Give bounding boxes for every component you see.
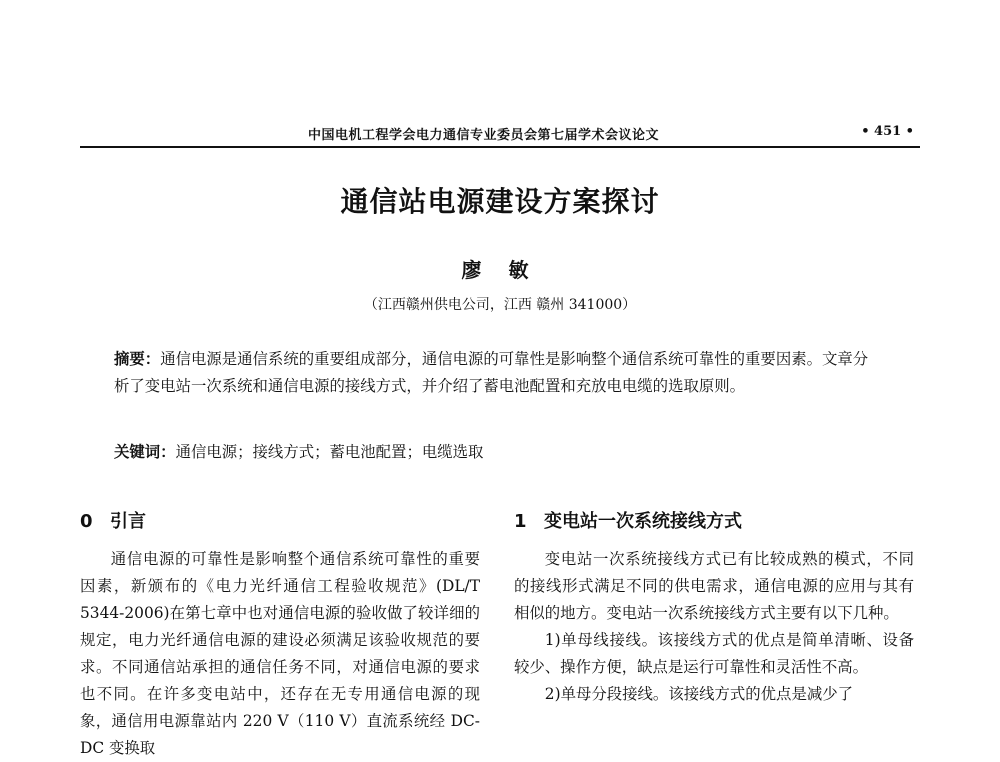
- abstract-label: 摘要：: [114, 350, 161, 368]
- abstract: [114, 346, 874, 400]
- keywords: [114, 441, 874, 463]
- running-title: 中国电机工程学会电力通信专业委员会第七届学术会议论文: [308, 128, 660, 143]
- section-heading-wiring: [514, 508, 914, 536]
- section-title: 变电站一次系统接线方式: [544, 511, 742, 532]
- left-column: [80, 508, 480, 762]
- paragraph: 1)单母线接线。该接线方式的优点是简单清晰、设备较少、操作方便，缺点是运行可靠性和灵活性不高。: [514, 631, 914, 676]
- section-heading-introduction: [80, 508, 480, 536]
- abstract-text: 通信电源是通信系统的重要组成部分，通信电源的可靠性是影响整个通信系统可靠性的重要因素。文章分析了变电站一次系统和通信电源的接线方式，并介绍了蓄电池配置和充放电电缆的选取原则。: [114, 350, 869, 395]
- page-number: • 451 •: [861, 124, 914, 139]
- author-affiliation: （江西赣州供电公司，江西 赣州 341000）: [363, 297, 637, 313]
- paper-title: 通信站电源建设方案探讨: [340, 185, 660, 218]
- author-name: 廖 敏: [461, 258, 539, 282]
- running-header: [80, 124, 920, 148]
- paragraph: 变电站一次系统接线方式已有比较成熟的模式，不同的接线形式满足不同的供电需求，通信电源的应用与其有相似的地方。变电站一次系统接线方式主要有以下几种。: [514, 550, 914, 622]
- keywords-text: 通信电源；接线方式；蓄电池配置；电缆选取: [175, 443, 484, 461]
- paragraph: 通信电源的可靠性是影响整个通信系统可靠性的重要因素，新颁布的《电力光纤通信工程验收规范》(DL/T 5344-2006)在第七章中也对通信电源的验收做了较详细的规定，电力光纤通信电源的建设必须满足该验收规范的要求。不同通信站承担的通信任务不同，对通信电源的要求也不同。在许多变电站中，还存在无专用通信电源的现象，通信用电源靠站内 220 V（110 V）直流系统经 DC-DC 变换取: [80, 550, 480, 757]
- section-number: 0: [80, 511, 93, 532]
- section-number: 1: [514, 511, 527, 532]
- right-column: [514, 508, 914, 708]
- keywords-label: 关键词：: [114, 443, 176, 461]
- section-title: 引言: [110, 511, 146, 532]
- paragraph: 2)单母分段接线。该接线方式的优点是减少了: [544, 685, 854, 703]
